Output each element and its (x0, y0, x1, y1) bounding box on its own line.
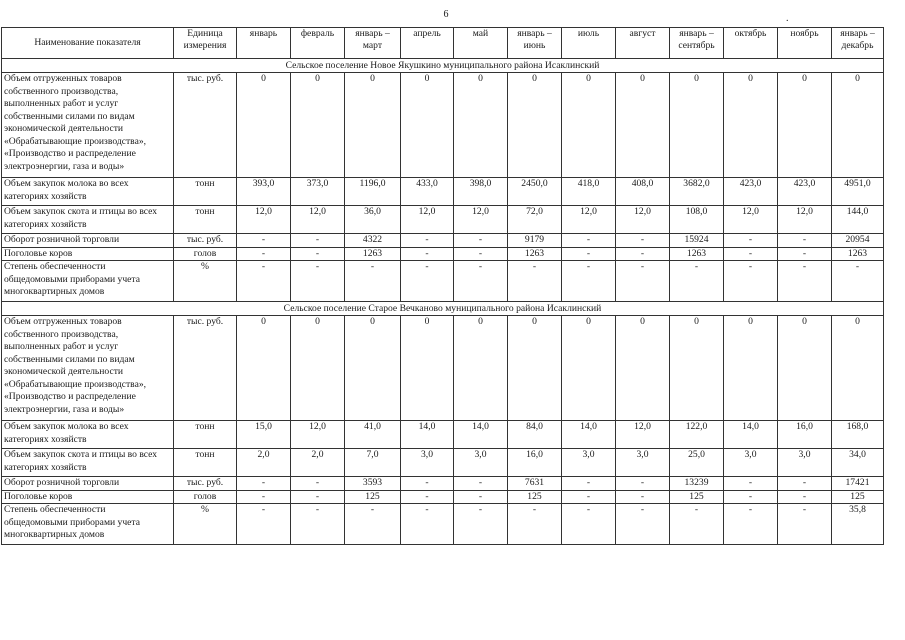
value-cell: 0 (778, 316, 832, 421)
unit-cell: тонн (174, 206, 237, 234)
section-row (2, 59, 884, 73)
value-cell: - (724, 504, 778, 545)
value-cell: 12,0 (237, 206, 291, 234)
value-cell: 0 (454, 316, 508, 421)
header-month: апрель (401, 28, 454, 59)
section-row (2, 302, 884, 316)
value-cell: 3,0 (401, 449, 454, 477)
table-row (2, 316, 884, 421)
value-cell: 3,0 (562, 449, 616, 477)
value-cell: 14,0 (454, 421, 508, 449)
value-cell: - (724, 247, 778, 261)
unit-cell: тыс. руб. (174, 73, 237, 178)
value-cell: 16,0 (508, 449, 562, 477)
value-cell: 0 (345, 73, 401, 178)
value-cell: - (778, 477, 832, 491)
value-cell: 0 (616, 73, 670, 178)
value-cell: 0 (832, 73, 884, 178)
indicator-name: Объем отгруженных товаров собственного производства, выполненных работ и услуг собственными силами по видам экономической деятельности «Обрабатывающие производства», «Производство и распределение электроэнергии, газа и воды» (2, 73, 174, 178)
value-cell: - (508, 504, 562, 545)
value-cell: 7631 (508, 477, 562, 491)
value-cell: - (345, 504, 401, 545)
value-cell: 4951,0 (832, 178, 884, 206)
unit-cell: % (174, 261, 237, 302)
indicator-name: Объем закупок молока во всех категориях хозяйств (2, 421, 174, 449)
value-cell: 12,0 (616, 206, 670, 234)
value-cell: - (778, 247, 832, 261)
value-cell: - (778, 504, 832, 545)
value-cell: 0 (237, 316, 291, 421)
value-cell: - (237, 504, 291, 545)
indicator-name: Объем отгруженных товаров собственного производства, выполненных работ и услуг собственными силами по видам экономической деятельности «Обрабатывающие производства», «Производство и распределение электроэнергии, газа и воды» (2, 316, 174, 421)
value-cell: - (778, 261, 832, 302)
value-cell: - (562, 477, 616, 491)
value-cell: - (291, 504, 345, 545)
value-cell: 0 (508, 73, 562, 178)
value-cell: 1263 (670, 247, 724, 261)
value-cell: 34,0 (832, 449, 884, 477)
value-cell: - (237, 490, 291, 504)
value-cell: - (291, 261, 345, 302)
value-cell: - (401, 247, 454, 261)
unit-cell: голов (174, 490, 237, 504)
value-cell: 20954 (832, 234, 884, 248)
header-month: февраль (291, 28, 345, 59)
table-row (2, 261, 884, 302)
value-cell: 7,0 (345, 449, 401, 477)
value-cell: - (778, 234, 832, 248)
unit-cell: тыс. руб. (174, 316, 237, 421)
table-row (2, 504, 884, 545)
value-cell: 2450,0 (508, 178, 562, 206)
value-cell: 0 (291, 316, 345, 421)
corner-dot: . (786, 13, 789, 24)
value-cell: 3682,0 (670, 178, 724, 206)
value-cell: - (291, 490, 345, 504)
value-cell: - (291, 477, 345, 491)
value-cell: - (508, 261, 562, 302)
value-cell: 84,0 (508, 421, 562, 449)
indicator-name: Объем закупок скота и птицы во всех категориях хозяйств (2, 449, 174, 477)
section-title: Сельское поселение Старое Вечканово муниципального района Исаклинский (2, 302, 884, 316)
value-cell: - (832, 261, 884, 302)
value-cell: 0 (724, 73, 778, 178)
value-cell: 418,0 (562, 178, 616, 206)
value-cell: - (454, 261, 508, 302)
value-cell: - (401, 490, 454, 504)
value-cell: 125 (832, 490, 884, 504)
value-cell: - (670, 504, 724, 545)
value-cell: - (562, 247, 616, 261)
table-row (2, 490, 884, 504)
page-number: 6 (443, 9, 449, 20)
value-cell: 168,0 (832, 421, 884, 449)
value-cell: 12,0 (562, 206, 616, 234)
value-cell: - (724, 234, 778, 248)
value-cell: 0 (401, 316, 454, 421)
header-month: июль (562, 28, 616, 59)
value-cell: 4322 (345, 234, 401, 248)
value-cell: 35,8 (832, 504, 884, 545)
unit-cell: тыс. руб. (174, 234, 237, 248)
value-cell: - (616, 504, 670, 545)
section-title: Сельское поселение Новое Якушкино муниципального района Исаклинский (2, 59, 884, 73)
value-cell: 9179 (508, 234, 562, 248)
unit-cell: тонн (174, 421, 237, 449)
table-row (2, 421, 884, 449)
value-cell: - (724, 477, 778, 491)
value-cell: 12,0 (291, 421, 345, 449)
table-row (2, 477, 884, 491)
value-cell: 0 (345, 316, 401, 421)
value-cell: 36,0 (345, 206, 401, 234)
value-cell: 398,0 (454, 178, 508, 206)
value-cell: 0 (670, 316, 724, 421)
value-cell: - (616, 477, 670, 491)
value-cell: 12,0 (724, 206, 778, 234)
table-row (2, 73, 884, 178)
value-cell: 125 (345, 490, 401, 504)
value-cell: 25,0 (670, 449, 724, 477)
indicator-name: Оборот розничной торговли (2, 234, 174, 248)
header-unit: Единица измерения (174, 28, 237, 59)
value-cell: - (401, 504, 454, 545)
value-cell: 373,0 (291, 178, 345, 206)
value-cell: 0 (291, 73, 345, 178)
value-cell: - (401, 261, 454, 302)
indicator-name: Поголовье коров (2, 490, 174, 504)
value-cell: 41,0 (345, 421, 401, 449)
value-cell: - (345, 261, 401, 302)
value-cell: 3,0 (616, 449, 670, 477)
header-month: январь – декабрь (832, 28, 884, 59)
indicator-name: Объем закупок скота и птицы во всех категориях хозяйств (2, 206, 174, 234)
value-cell: - (616, 261, 670, 302)
value-cell: - (454, 234, 508, 248)
header-row (2, 28, 884, 59)
value-cell: - (401, 477, 454, 491)
value-cell: - (724, 261, 778, 302)
value-cell: 15,0 (237, 421, 291, 449)
value-cell: - (401, 234, 454, 248)
value-cell: 108,0 (670, 206, 724, 234)
value-cell: - (616, 490, 670, 504)
value-cell: 12,0 (454, 206, 508, 234)
value-cell: 1263 (832, 247, 884, 261)
unit-cell: тыс. руб. (174, 477, 237, 491)
value-cell: - (291, 247, 345, 261)
unit-cell: тонн (174, 449, 237, 477)
value-cell: - (562, 504, 616, 545)
value-cell: - (616, 247, 670, 261)
value-cell: 125 (508, 490, 562, 504)
value-cell: 15924 (670, 234, 724, 248)
header-month: январь (237, 28, 291, 59)
value-cell: - (237, 477, 291, 491)
value-cell: 1263 (508, 247, 562, 261)
value-cell: - (237, 261, 291, 302)
value-cell: - (616, 234, 670, 248)
value-cell: 14,0 (562, 421, 616, 449)
header-month: май (454, 28, 508, 59)
value-cell: 393,0 (237, 178, 291, 206)
value-cell: 3593 (345, 477, 401, 491)
value-cell: 0 (562, 73, 616, 178)
header-month: октябрь (724, 28, 778, 59)
indicator-name: Поголовье коров (2, 247, 174, 261)
value-cell: 0 (724, 316, 778, 421)
value-cell: - (291, 234, 345, 248)
value-cell: 423,0 (724, 178, 778, 206)
value-cell: - (237, 247, 291, 261)
value-cell: - (562, 261, 616, 302)
table-row (2, 178, 884, 206)
value-cell: 423,0 (778, 178, 832, 206)
value-cell: 14,0 (724, 421, 778, 449)
report-body (2, 59, 884, 545)
header-month: январь – март (345, 28, 401, 59)
value-cell: 12,0 (291, 206, 345, 234)
value-cell: 3,0 (778, 449, 832, 477)
value-cell: 0 (562, 316, 616, 421)
header-month: январь – июнь (508, 28, 562, 59)
value-cell: 0 (832, 316, 884, 421)
value-cell: 0 (670, 73, 724, 178)
value-cell: 17421 (832, 477, 884, 491)
header-name: Наименование показателя (2, 28, 174, 59)
value-cell: 12,0 (616, 421, 670, 449)
value-cell: 12,0 (401, 206, 454, 234)
value-cell: 12,0 (778, 206, 832, 234)
value-cell: 0 (616, 316, 670, 421)
value-cell: - (562, 234, 616, 248)
value-cell: 13239 (670, 477, 724, 491)
value-cell: 125 (670, 490, 724, 504)
value-cell: - (454, 247, 508, 261)
value-cell: - (454, 504, 508, 545)
value-cell: 1263 (345, 247, 401, 261)
value-cell: 72,0 (508, 206, 562, 234)
value-cell: - (724, 490, 778, 504)
value-cell: - (454, 477, 508, 491)
value-cell: 2,0 (291, 449, 345, 477)
unit-cell: % (174, 504, 237, 545)
value-cell: - (562, 490, 616, 504)
value-cell: 3,0 (454, 449, 508, 477)
value-cell: 0 (778, 73, 832, 178)
value-cell: - (454, 490, 508, 504)
value-cell: 0 (508, 316, 562, 421)
indicator-name: Степень обеспеченности общедомовыми приборами учета многоквартирных домов (2, 504, 174, 545)
unit-cell: тонн (174, 178, 237, 206)
value-cell: - (670, 261, 724, 302)
value-cell: 0 (401, 73, 454, 178)
value-cell: 122,0 (670, 421, 724, 449)
indicator-name: Оборот розничной торговли (2, 477, 174, 491)
value-cell: 16,0 (778, 421, 832, 449)
header-month: ноябрь (778, 28, 832, 59)
value-cell: 433,0 (401, 178, 454, 206)
indicator-name: Степень обеспеченности общедомовыми приборами учета многоквартирных домов (2, 261, 174, 302)
value-cell: - (237, 234, 291, 248)
value-cell: 0 (454, 73, 508, 178)
value-cell: 2,0 (237, 449, 291, 477)
table-row (2, 449, 884, 477)
value-cell: 1196,0 (345, 178, 401, 206)
value-cell: 3,0 (724, 449, 778, 477)
header-month: январь – сентябрь (670, 28, 724, 59)
value-cell: 14,0 (401, 421, 454, 449)
indicator-name: Объем закупок молока во всех категориях хозяйств (2, 178, 174, 206)
table-row (2, 206, 884, 234)
value-cell: 144,0 (832, 206, 884, 234)
header-month: август (616, 28, 670, 59)
table-row (2, 247, 884, 261)
unit-cell: голов (174, 247, 237, 261)
value-cell: 0 (237, 73, 291, 178)
report-table (1, 27, 884, 545)
table-row (2, 234, 884, 248)
value-cell: - (778, 490, 832, 504)
value-cell: 408,0 (616, 178, 670, 206)
